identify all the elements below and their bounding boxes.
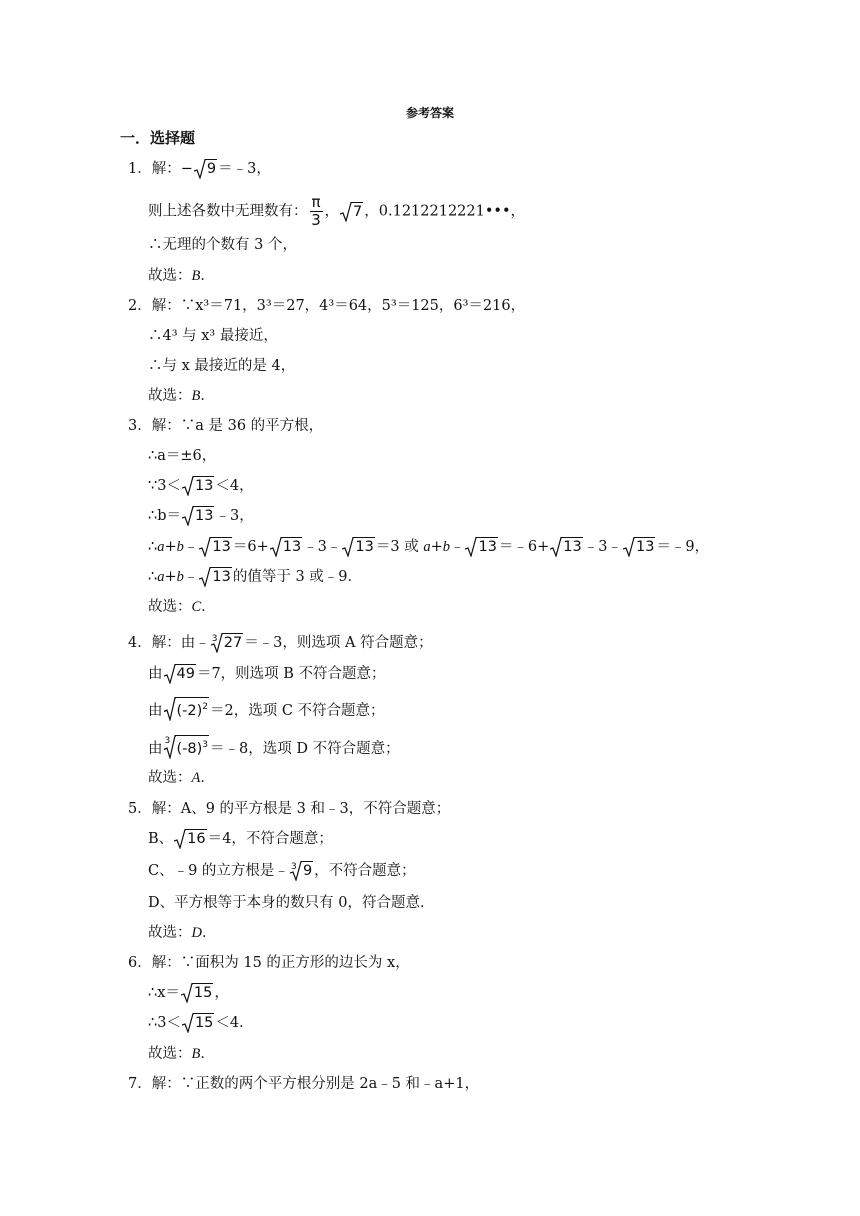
q1-text: 解： bbox=[151, 161, 181, 177]
q2-line-2: ∴4³ 与 x³ 最接近， bbox=[148, 328, 278, 344]
sqrt-13: 13 bbox=[623, 537, 655, 557]
sqrt-15: 15 bbox=[181, 983, 213, 1003]
cbrt-27: 3 27 bbox=[211, 634, 243, 651]
q1-result: ＝﹣3， bbox=[218, 161, 271, 177]
minus-sign: − bbox=[180, 161, 193, 177]
sqrt-49: 49 bbox=[164, 664, 196, 684]
sqrt-13: 13 bbox=[342, 537, 374, 557]
sqrt-13: 13 bbox=[182, 506, 214, 526]
q1-line-3: ∴无理的个数有 3 个， bbox=[148, 237, 297, 253]
q7-line-1: 7．解：∵正数的两个平方根分别是 2a﹣5 和﹣a+1， bbox=[128, 1076, 480, 1092]
q6-line-3: ∴3＜ 15 ＜4． bbox=[148, 1015, 254, 1031]
q1-number: 1． bbox=[128, 161, 152, 177]
sqrt-9: 9 bbox=[194, 159, 217, 179]
q5-line-1: 5．解：A、9 的平方根是 3 和﹣3，不符合题意； bbox=[128, 801, 451, 817]
sqrt-7: 7 bbox=[340, 202, 363, 222]
q6-line-2: ∴x＝ 15 ， bbox=[148, 985, 229, 1001]
q3-line-4: ∴b＝ 13 ﹣3， bbox=[148, 508, 254, 524]
sqrt-15: 15 bbox=[182, 1013, 214, 1033]
q6-answer: 故选：B． bbox=[148, 1046, 215, 1062]
q3-line-6: ∴a+b﹣ 13 的值等于 3 或﹣9． bbox=[148, 569, 363, 585]
sqrt-13: 13 bbox=[550, 537, 582, 557]
section-heading: 一．选择题 bbox=[120, 129, 196, 147]
q2-answer: 故选：B． bbox=[148, 388, 215, 404]
sqrt-16: 16 bbox=[174, 829, 206, 849]
q4-line-2: 由 49 ＝7，则选项 B 不符合题意； bbox=[148, 666, 386, 682]
page-title: 参考答案 bbox=[405, 106, 454, 120]
sqrt-13: 13 bbox=[182, 476, 214, 496]
q4-line-4: 由 3 $(-8)^3$ ＝﹣8，选项 D 不符合题意； bbox=[148, 736, 400, 757]
q2-line-3: ∴与 x 最接近的是 4， bbox=[148, 358, 296, 374]
q4-line-3: 由 $(-2)^2 =2$，选项 C 不符合题意； bbox=[148, 697, 385, 721]
q4-answer: 故选：A． bbox=[148, 770, 215, 786]
q3-line-2: ∴a＝±6， bbox=[148, 448, 217, 464]
q6-line-1: 6．解：∵面积为 15 的正方形的边长为 x， bbox=[128, 955, 410, 971]
sqrt-13: 13 bbox=[199, 567, 231, 587]
q5-line-2: B、 16 ＝4，不符合题意； bbox=[148, 831, 333, 847]
q1-line-2: 则上述各数中无理数有： $\frac{\pi}{3}$ ， 7 ，0.1212212221•••， bbox=[148, 193, 526, 229]
q3-answer: 故选：C． bbox=[148, 599, 216, 615]
sqrt-neg2-squared: $(-2)^2$ bbox=[164, 697, 210, 721]
q2-line-1: 2．解：∵x³＝71，3³＝27，4³＝64，5³＝125，6³＝216， bbox=[128, 298, 526, 314]
q5-answer: 故选：D． bbox=[148, 925, 217, 941]
q3-line-5: ∴a+b﹣ 13 ＝6+ 13 ﹣3﹣ 13 ＝3 或 a+b﹣ 13 ＝﹣6+ 13 ﹣3﹣ 13 ＝﹣9， bbox=[148, 539, 710, 555]
q1-line-1 bbox=[128, 159, 271, 179]
sqrt-13: 13 bbox=[465, 537, 497, 557]
sqrt-13: 13 bbox=[270, 537, 302, 557]
cbrt-9: 3 9 bbox=[290, 862, 313, 879]
q5-line-3: C、﹣9 的立方根是﹣ 3 9 ，不符合题意； bbox=[148, 862, 416, 879]
pi-over-3: $\frac{\pi}{3}$ bbox=[311, 193, 321, 229]
sqrt-13: 13 bbox=[199, 537, 231, 557]
q5-line-4: D、平方根等于本身的数只有 0，符合题意． bbox=[148, 895, 435, 911]
q1-irrational-list: ，0.1212212221•••， bbox=[364, 203, 526, 220]
q3-line-1: 3．解：∵a 是 36 的平方根， bbox=[128, 418, 324, 434]
q4-line-1: 4．解：由﹣ 3 27 ＝﹣3，则选项 A 符合题意； bbox=[128, 634, 433, 651]
q1-irrational-label: 则上述各数中无理数有： bbox=[148, 203, 308, 220]
q1-answer: 故选：B． bbox=[148, 268, 215, 284]
cbrt-neg8-cubed: 3 $(-8)^3$ bbox=[164, 736, 209, 757]
q3-line-3: ∵3＜ 13 ＜4， bbox=[148, 478, 254, 494]
